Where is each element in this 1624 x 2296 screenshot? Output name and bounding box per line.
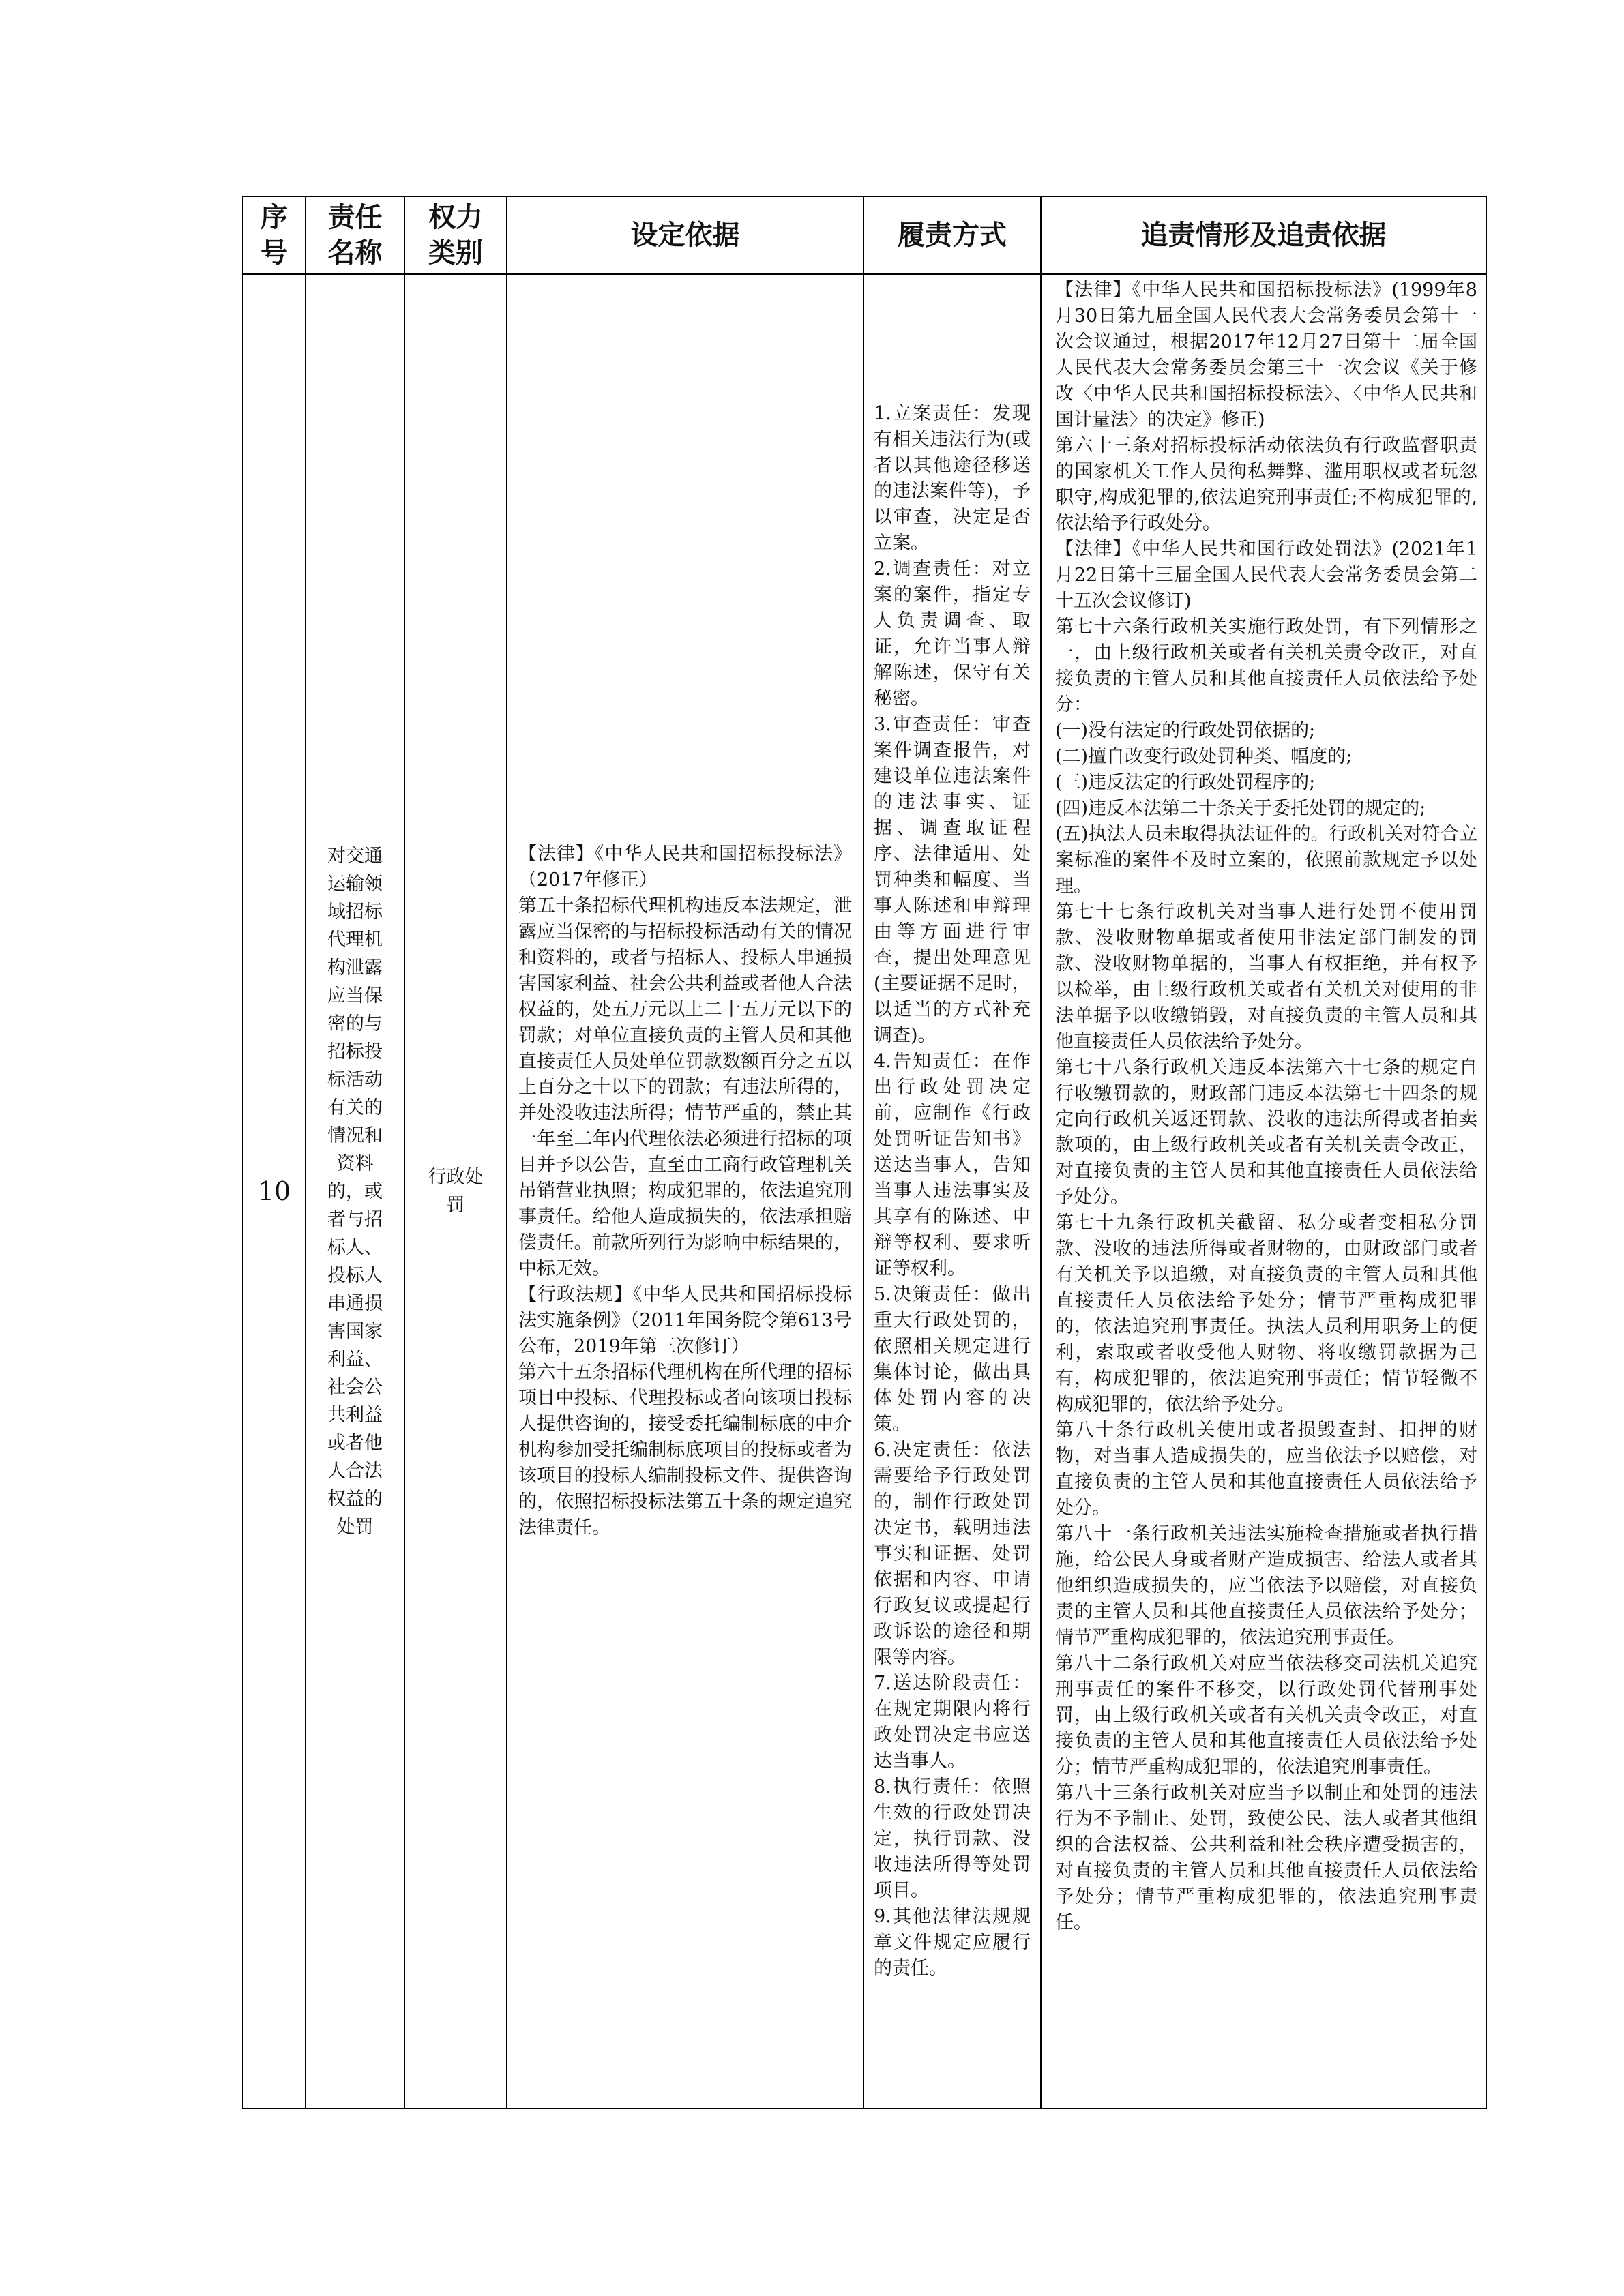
duty-item: 6.决定责任：依法需要给予行政处罚的，制作行政处罚决定书，载明违法事实和证据、处罚依据和内容、申请行政复议或提起行政诉讼的途径和期限等内容。	[874, 1440, 1031, 1668]
header-accountability: 追责情形及追责依据	[1041, 196, 1486, 274]
cell-no: 10	[243, 274, 306, 2108]
duty-item: 9.其他法律法规规章文件规定应履行的责任。	[874, 1906, 1031, 1979]
accountability-paragraph: 第八十条行政机关使用或者损毁查封、扣押的财物，对当事人造成损失的，应当依法予以赔偿，对直接负责的主管人员和其他直接责任人员依法给予处分。	[1055, 1420, 1477, 1519]
duty-item: 2.调查责任：对立案的案件，指定专人负责调查、取证，允许当事人辩解陈述，保守有关秘密。	[874, 558, 1031, 709]
cell-basis	[507, 274, 863, 2108]
table-row	[243, 274, 1486, 2108]
basis-paragraph: 第五十条招标代理机构违反本法规定，泄露应当保密的与招标投标活动有关的情况和资料的，或者与招标人、投标人串通损害国家利益、社会公共利益或者他人合法权益的，处五万元以上二十五万元以下的罚款；对单位直接负责的主管人员和其他直接责任人员处单位罚款数额百分之五以上百分之十以下的罚款；有违法所得的，并处没收违法所得；情节严重的，禁止其一年至二年内代理依法必须进行招标的项目并予以公告，直至由工商行政管理机关吊销营业执照；构成犯罪的，依法追究刑事责任。给他人造成损失的，依法承担赔偿责任。前款所列行为影响中标结果的，中标无效。	[518, 895, 852, 1279]
basis-paragraph: 【行政法规】《中华人民共和国招标投标法实施条例》（2011年国务院令第613号公布，2019年第三次修订）	[518, 1284, 852, 1357]
accountability-paragraph: 第七十九条行政机关截留、私分或者变相私分罚款、没收的违法所得或者财物的，由财政部门或者有关机关予以追缴，对直接负责的主管人员和其他直接责任人员依法给予处分；情节严重构成犯罪的，依法追究刑事责任。执法人员利用职务上的便利，索取或者收受他人财物、将收缴罚款据为己有，构成犯罪的，依法追究刑事责任；情节轻微不构成犯罪的，依法给予处分。	[1055, 1212, 1477, 1415]
accountability-paragraph: (二)擅自改变行政处罚种类、幅度的;	[1055, 746, 1353, 767]
duty-item: 5.决策责任：做出重大行政处罚的，依照相关规定进行集体讨论，做出具体处罚内容的决策。	[874, 1284, 1031, 1435]
duty-item: 8.执行责任：依照生效的行政处罚决定，执行罚款、没收违法所得等处罚项目。	[874, 1776, 1031, 1901]
accountability-paragraph: (四)违反本法第二十条关于委托处罚的规定的;	[1055, 798, 1426, 819]
header-basis: 设定依据	[507, 196, 863, 274]
basis-paragraph: 第六十五条招标代理机构在所代理的招标项目中投标、代理投标或者向该项目投标人提供咨询的，接受委托编制标底的中介机构参加受托编制标底项目的投标或者为该项目的投标人编制投标文件、提供咨询的，依照招标投标法第五十条的规定追究法律责任。	[518, 1362, 852, 1538]
cell-accountability	[1041, 274, 1486, 2108]
duty-item: 4.告知责任：在作出行政处罚决定前，应制作《行政处罚听证告知书》送达当事人，告知当事人违法事实及其享有的陈述、申辩等权利、要求听证等权利。	[874, 1051, 1031, 1279]
document-page	[242, 196, 1486, 2109]
duty-item: 1.立案责任：发现有相关违法行为(或者以其他途径移送的违法案件等)，予以审查，决定是否立案。	[874, 403, 1031, 554]
accountability-paragraph: (三)违反法定的行政处罚程序的;	[1055, 772, 1316, 793]
accountability-paragraph: (一)没有法定的行政处罚依据的;	[1055, 720, 1316, 741]
header-no: 序号	[243, 196, 306, 274]
table-header-row	[243, 196, 1486, 274]
cell-name: 对交通运输领域招标代理机构泄露应当保密的与招标投标活动有关的情况和资料的，或者与招标人、投标人串通损害国家利益、社会公共利益或者他人合法权益的处罚	[306, 274, 404, 2108]
basis-paragraph: 【法律】《中华人民共和国招标投标法》（2017年修正）	[518, 844, 852, 891]
accountability-paragraph: 第七十六条行政机关实施行政处罚，有下列情形之一，由上级行政机关或者有关机关责令改正，对直接负责的主管人员和其他直接责任人员依法给予处分：	[1055, 616, 1477, 715]
accountability-paragraph: 第七十七条行政机关对当事人进行处罚不使用罚款、没收财物单据或者使用非法定部门制发的罚款、没收财物单据的，当事人有权拒绝，并有权予以检举，由上级行政机关或者有关机关对使用的非法单据予以收缴销毁，对直接负责的主管人员和其他直接责任人员依法给予处分。	[1055, 901, 1477, 1052]
accountability-paragraph: (五)执法人员未取得执法证件的。行政机关对符合立案标准的案件不及时立案的，依照前款规定予以处理。	[1055, 824, 1477, 897]
accountability-paragraph: 第八十二条行政机关对应当依法移交司法机关追究刑事责任的案件不移交，以行政处罚代替刑事处罚，由上级行政机关或者有关机关责令改正，对直接负责的主管人员和其他直接责任人员依法给予处分；情节严重构成犯罪的，依法追究刑事责任。	[1055, 1653, 1477, 1778]
accountability-paragraph: 【法律】《中华人民共和国行政处罚法》(2021年1月22日第十三届全国人民代表大会常务委员会第二十五次会议修订)	[1055, 539, 1477, 612]
duty-item: 7.送达阶段责任：在规定期限内将行政处罚决定书应送达当事人。	[874, 1673, 1031, 1772]
header-duty: 履责方式	[863, 196, 1041, 274]
accountability-paragraph: 第六十三条对招标投标活动依法负有行政监督职责的国家机关工作人员徇私舞弊、滥用职权或者玩忽职守,构成犯罪的,依法追究刑事责任;不构成犯罪的,依法给予行政处分。	[1055, 435, 1477, 534]
cell-duty	[863, 274, 1041, 2108]
accountability-paragraph: 第七十八条行政机关违反本法第六十七条的规定自行收缴罚款的，财政部门违反本法第七十四条的规定向行政机关返还罚款、没收的违法所得或者拍卖款项的，由上级行政机关或者有关机关责令改正，对直接负责的主管人员和其他直接责任人员依法给予处分。	[1055, 1057, 1477, 1208]
accountability-paragraph: 【法律】《中华人民共和国招标投标法》(1999年8月30日第九届全国人民代表大会常务委员会第十一次会议通过，根据2017年12月27日第十二届全国人民代表大会常务委员会第三十一次会议《关于修改〈中华人民共和国招标投标法〉、〈中华人民共和国计量法〉的决定》修正)	[1055, 280, 1477, 430]
accountability-paragraph: 第八十三条行政机关对应当予以制止和处罚的违法行为不予制止、处罚，致使公民、法人或者其他组织的合法权益、公共利益和社会秩序遭受损害的，对直接负责的主管人员和其他直接责任人员依法给予处分；情节严重构成犯罪的，依法追究刑事责任。	[1055, 1783, 1477, 1933]
accountability-paragraph: 第八十一条行政机关违法实施检查措施或者执行措施，给公民人身或者财产造成损害、给法人或者其他组织造成损失的，应当依法予以赔偿，对直接负责的主管人员和其他直接责任人员依法给予处分；情节严重构成犯罪的，依法追究刑事责任。	[1055, 1523, 1477, 1648]
duty-item: 3.审查责任：审查案件调查报告，对建设单位违法案件的违法事实、证据、调查取证程序、法律适用、处罚种类和幅度、当事人陈述和申辩理由等方面进行审查，提出处理意见(主要证据不足时，以适当的方式补充调查)。	[874, 714, 1031, 1046]
responsibility-table	[242, 196, 1487, 2109]
header-name: 责任名称	[306, 196, 404, 274]
header-type: 权力类别	[404, 196, 507, 274]
cell-type: 行政处罚	[404, 274, 507, 2108]
